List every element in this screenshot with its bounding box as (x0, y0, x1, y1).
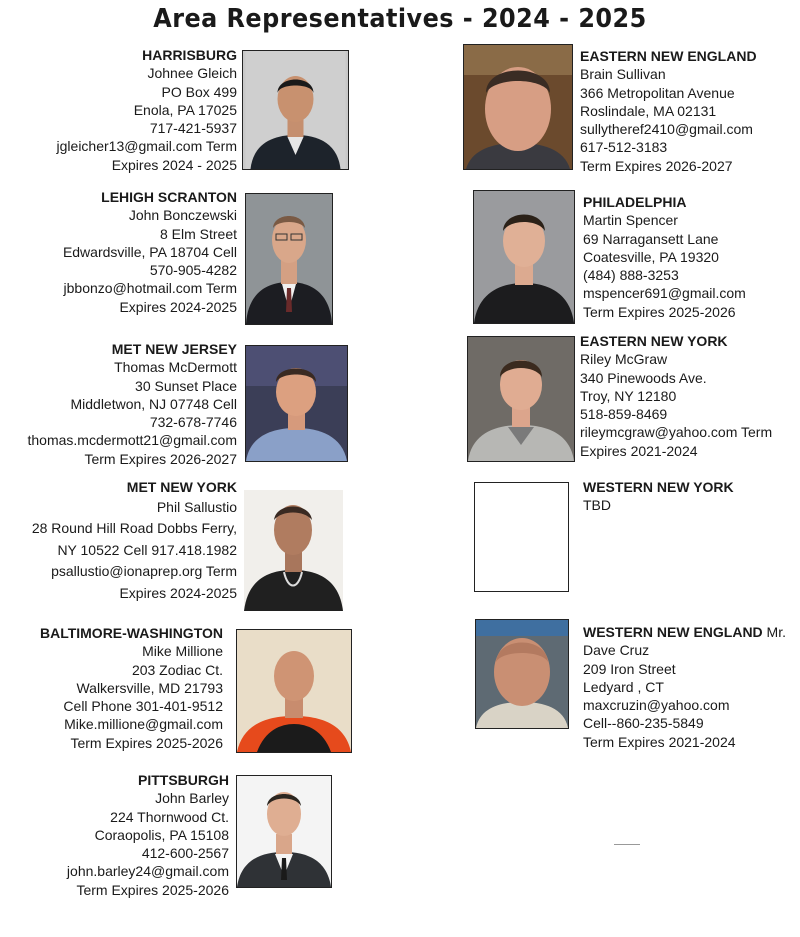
rep-photo-baltimore-washington (236, 629, 352, 753)
rep-phone: Cell--860-235-5849 (583, 715, 704, 732)
divider-mark (614, 844, 640, 845)
rep-name: John Bonczewski (128, 207, 237, 224)
rep-city: Walkersville, MD 21793 (76, 679, 223, 696)
rep-city: Coatesville, PA 19320 (583, 248, 719, 265)
rep-photo-eastern-new-york (467, 336, 575, 462)
rep-term: Term Expires 2026-2027 (580, 157, 733, 174)
rep-city: Middletwon, NJ 07748 Cell (70, 395, 237, 412)
rep-email: jgleicher13@gmail.com Term (56, 138, 237, 155)
rep-city: Enola, PA 17025 (133, 101, 237, 118)
rep-name: Phil Sallustio (156, 498, 237, 515)
rep-term: Expires 2024-2025 (119, 298, 237, 315)
rep-address: 8 Elm Street (159, 225, 237, 242)
rep-philadelphia (583, 193, 746, 321)
rep-email: psallustio@ionaprep.org Term (51, 563, 237, 579)
region-name: WESTERN NEW YORK (583, 479, 734, 495)
rep-phone: 518-859-8469 (580, 406, 668, 423)
person-portrait-icon (464, 45, 572, 169)
person-portrait-icon (243, 51, 348, 169)
rep-name: TBD (583, 497, 611, 514)
person-portrait-icon (246, 194, 332, 324)
rep-city: Roslindale, MA 02131 (580, 102, 717, 119)
rep-address: 340 Pinewoods Ave. (580, 369, 707, 386)
rep-photo-met-new-jersey (245, 345, 348, 462)
rep-email: mspencer691@gmail.com (583, 285, 746, 302)
rep-email: john.barley24@gmail.com (66, 863, 229, 880)
rep-name: Brain Sullivan (580, 66, 666, 83)
rep-address: 366 Metropolitan Avenue (580, 84, 735, 101)
rep-eastern-new-england (580, 47, 757, 175)
person-portrait-icon (476, 620, 568, 728)
rep-lehigh-scranton (63, 188, 237, 316)
rep-photo-eastern-new-england (463, 44, 573, 170)
rep-pittsburgh (67, 771, 229, 899)
rep-email: maxcruzin@yahoo.com (583, 697, 730, 714)
person-portrait-icon (237, 630, 351, 752)
person-portrait-icon (244, 490, 343, 611)
rep-term: Term Expires 2025-2026 (76, 881, 229, 898)
rep-met-new-york (32, 478, 237, 603)
rep-term: Expires 2021-2024 (580, 442, 698, 459)
rep-term: Term Expires 2026-2027 (84, 450, 237, 467)
rep-photo-placeholder-western-new-york (474, 482, 569, 592)
rep-phone: 412-600-2567 (141, 845, 229, 862)
rep-term: Term Expires 2025-2026 (583, 303, 736, 320)
region-name: EASTERN NEW ENGLAND (580, 48, 757, 64)
rep-email: jbbonzo@hotmail.com Term (63, 280, 237, 297)
rep-email: rileymcgraw@yahoo.com Term (580, 424, 773, 441)
rep-western-new-york (583, 478, 734, 515)
rep-address: 28 Round Hill Road Dobbs Ferry, (31, 520, 237, 536)
rep-address: 209 Iron Street (583, 660, 676, 677)
rep-address: 224 Thornwood Ct. (110, 808, 229, 825)
rep-term: Expires 2024 - 2025 (111, 156, 237, 173)
rep-met-new-jersey (27, 340, 237, 468)
rep-city: NY 10522 Cell 917.418.1982 (57, 541, 237, 558)
rep-harrisburg (57, 46, 237, 174)
region-name: WESTERN NEW ENGLAND (583, 624, 763, 640)
rep-term: Term Expires 2025-2026 (70, 734, 223, 751)
rep-phone: 732-678-7746 (149, 414, 237, 431)
rep-name: John Barley (155, 790, 229, 807)
region-name: LEHIGH SCRANTON (101, 189, 237, 205)
region-name: PHILADELPHIA (583, 194, 687, 210)
person-portrait-icon (246, 346, 347, 461)
rep-phone: 617-512-3183 (580, 139, 668, 156)
rep-phone: (484) 888-3253 (583, 267, 679, 284)
rep-city: Troy, NY 12180 (580, 387, 677, 404)
rep-photo-lehigh-scranton (245, 193, 333, 325)
rep-title: Mr. (762, 624, 787, 640)
person-portrait-icon (468, 337, 574, 461)
rep-email: Mike.millione@gmail.com (64, 716, 223, 733)
rep-city: Coraopolis, PA 15108 (94, 826, 229, 843)
rep-address: 30 Sunset Place (135, 377, 237, 394)
rep-name: Johnee Gleich (147, 65, 237, 82)
rep-term: Term Expires 2021-2024 (583, 733, 736, 750)
rep-name: Dave Cruz (583, 642, 650, 659)
rep-name: Riley McGraw (580, 351, 668, 368)
rep-eastern-new-york (580, 332, 772, 460)
rep-phone: 717-421-5937 (149, 120, 237, 137)
rep-name: Martin Spencer (583, 212, 678, 229)
region-name: MET NEW YORK (126, 479, 237, 495)
rep-photo-harrisburg (242, 50, 349, 170)
rep-address: 69 Narragansett Lane (583, 230, 719, 247)
person-portrait-icon (237, 776, 331, 887)
region-name: BALTIMORE-WASHINGTON (39, 625, 223, 641)
region-name: HARRISBURG (142, 47, 237, 63)
rep-baltimore-washington (40, 624, 223, 752)
rep-photo-met-new-york (244, 490, 343, 611)
page-title: Area Representatives - 2024 - 2025 (153, 4, 647, 34)
rep-email: thomas.mcdermott21@gmail.com (27, 432, 237, 449)
region-name: EASTERN NEW YORK (580, 333, 728, 349)
rep-western-new-england (583, 623, 786, 751)
region-name: PITTSBURGH (138, 772, 229, 788)
person-portrait-icon (474, 191, 574, 323)
rep-city: Ledyard , CT (583, 678, 664, 695)
rep-phone: 570-905-4282 (149, 262, 237, 279)
rep-email: sullytheref2410@gmail.com (580, 121, 753, 138)
rep-photo-philadelphia (473, 190, 575, 324)
rep-city: Edwardsville, PA 18704 Cell (62, 243, 237, 260)
rep-name: Mike Millione (142, 643, 223, 660)
region-name: MET NEW JERSEY (111, 341, 237, 357)
rep-address: PO Box 499 (161, 83, 237, 100)
rep-phone: Cell Phone 301-401-9512 (63, 698, 223, 715)
rep-name: Thomas McDermott (114, 359, 237, 376)
rep-term: Expires 2024-2025 (119, 584, 237, 601)
rep-photo-western-new-england (475, 619, 569, 729)
rep-photo-pittsburgh (236, 775, 332, 888)
rep-address: 203 Zodiac Ct. (131, 661, 223, 678)
